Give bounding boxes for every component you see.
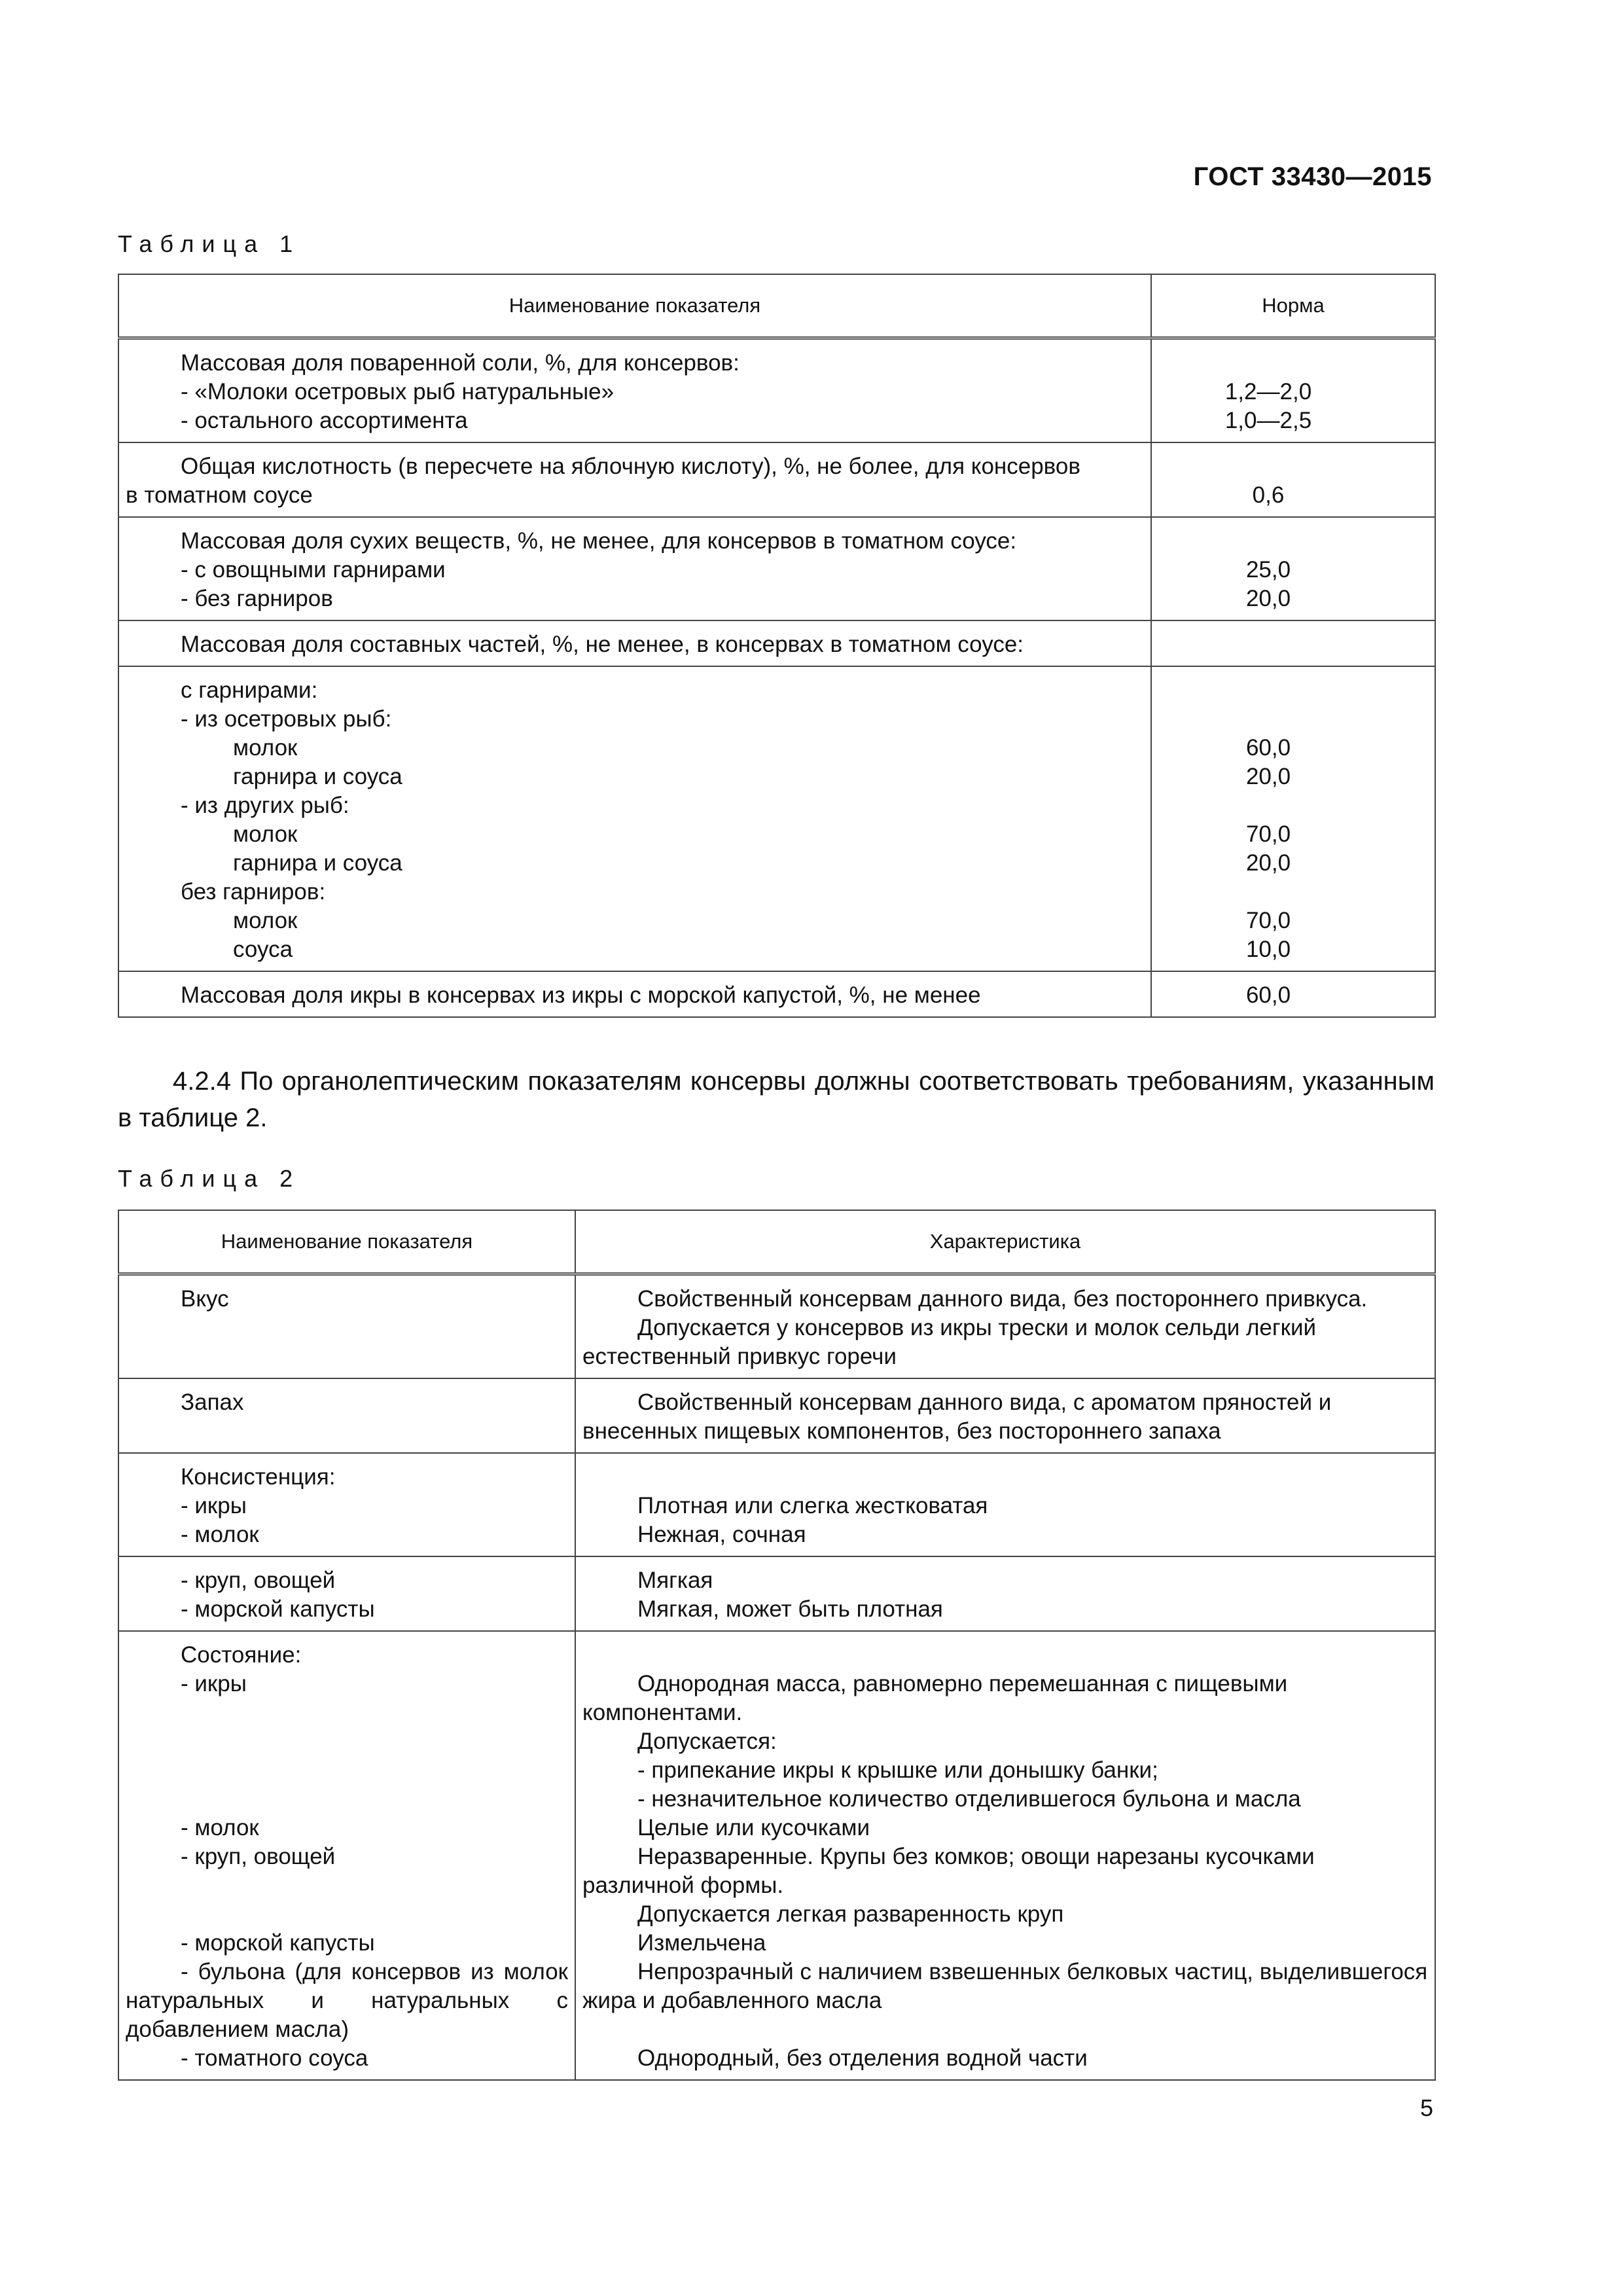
row-name-line: - остального ассортимента	[181, 408, 468, 433]
row-name-line: Общая кислотность (в пересчете на яблочную кислоту), %, не более, для консервов	[181, 454, 1080, 479]
table1-caption: Таблица 1	[118, 230, 301, 257]
row-char-line: Измельчена	[637, 1930, 766, 1956]
table1	[118, 274, 1436, 1018]
norm-value	[1152, 878, 1385, 906]
row-name-line: - круп, овощей	[181, 1844, 336, 1869]
norm-value	[1152, 349, 1385, 378]
row-char-line: Плотная или слегка жестковатая	[637, 1493, 988, 1518]
row-name-line: - молок	[181, 1522, 259, 1547]
row-name-line: - из других рыб:	[181, 793, 349, 818]
norm-value: 1,2—2,0	[1224, 379, 1312, 404]
row-name-line: - без гарниров	[181, 586, 333, 611]
norm-value: 20,0	[1245, 764, 1291, 789]
row-name-line: гарнира и соуса	[233, 850, 402, 876]
norm-value	[1152, 791, 1385, 820]
norm-value	[1152, 452, 1385, 481]
row-name-line: Массовая доля икры в консервах из икры с морской капустой, %, не менее	[181, 982, 981, 1008]
row-name-line: Вкус	[181, 1286, 229, 1312]
table-row	[118, 338, 1435, 443]
row-name-line: без гарниров:	[181, 879, 326, 905]
row-name-line: в томатном соусе	[126, 482, 313, 508]
row-name-line: Массовая доля поваренной соли, %, для консервов:	[181, 350, 740, 376]
row-char-line	[582, 1463, 1428, 1492]
row-name-line: - икры	[181, 1493, 247, 1518]
row-name-line: - морской капусты	[181, 1930, 375, 1956]
row-name-line: молок	[233, 735, 298, 761]
table-row	[118, 666, 1435, 971]
table1-header-norm: Норма	[1151, 274, 1435, 338]
row-name-line: - икры	[181, 1671, 247, 1696]
row-char-line: Мягкая	[637, 1568, 713, 1593]
row-name-line: соуса	[233, 937, 293, 962]
row-char-line: Допускается легкая разваренность круп	[637, 1901, 1064, 1927]
norm-value	[1152, 630, 1385, 659]
row-char-line: Целые или кусочками	[637, 1815, 870, 1840]
table2-header-name: Наименование показателя	[118, 1210, 575, 1274]
document-code: ГОСТ 33430—2015	[1193, 162, 1432, 191]
norm-value	[1152, 676, 1385, 705]
row-char-line: Однородная масса, равномерно перемешанная с пищевыми компонентами.	[582, 1671, 1294, 1725]
row-char-line: Допускается:	[637, 1729, 777, 1754]
row-char-line: Однородный, без отделения водной части	[637, 2045, 1088, 2071]
row-char-line: Мягкая, может быть плотная	[637, 1596, 943, 1622]
row-char-line: Неразваренные. Крупы без комков; овощи нарезаны кусочками различной формы.	[582, 1844, 1321, 1898]
norm-value: 20,0	[1245, 850, 1291, 876]
row-name-line: Массовая доля сухих веществ, %, не менее, для консервов в томатном соусе:	[181, 528, 1017, 554]
table-row	[118, 1556, 1435, 1631]
table-row	[118, 620, 1435, 666]
row-name-line: - молок	[181, 1815, 259, 1840]
row-name-line: молок	[233, 821, 298, 847]
row-char-line: - незначительное количество отделившегося бульона и масла	[637, 1786, 1301, 1812]
table-row	[118, 1378, 1435, 1453]
row-char-line: - припекание икры к крышке или донышку банки;	[637, 1757, 1158, 1783]
table-row	[118, 1453, 1435, 1556]
row-name-line: - томатного соуса	[181, 2045, 368, 2071]
paragraph-4-2-4: 4.2.4 По органолептическим показателям консервы должны соответствовать требованиям, указанным в таблице 2.	[118, 1067, 1435, 1132]
row-name-line: молок	[233, 908, 298, 933]
table2-caption: Таблица 2	[118, 1165, 301, 1192]
row-char-line: Нежная, сочная	[637, 1522, 806, 1547]
row-char-line: Непрозрачный с наличием взвешенных белковых частиц, выделившегося жира и добавленного масла	[582, 1959, 1434, 2013]
norm-value: 1,0—2,5	[1224, 408, 1312, 433]
row-name-line: Состояние:	[181, 1642, 302, 1668]
table-row	[118, 971, 1435, 1017]
row-name-line: - «Молоки осетровых рыб натуральные»	[181, 379, 615, 404]
row-name-line: с гарнирами:	[181, 677, 318, 703]
table-row	[118, 517, 1435, 620]
norm-value: 60,0	[1245, 735, 1291, 761]
table-row	[118, 1631, 1435, 2080]
norm-value: 70,0	[1245, 821, 1291, 847]
row-name-line: гарнира и соуса	[233, 764, 402, 789]
norm-value: 60,0	[1245, 982, 1291, 1008]
row-char-line: Свойственный консервам данного вида, без постороннего привкуса.	[637, 1286, 1368, 1312]
row-char-line: Свойственный консервам данного вида, с ароматом пряностей и внесенных пищевых компонентов, без постороннего запаха	[582, 1390, 1338, 1444]
table2	[118, 1210, 1436, 2081]
row-name-line: Консистенция:	[181, 1464, 336, 1490]
table1-header-name: Наименование показателя	[118, 274, 1151, 338]
table2-header-char: Характеристика	[575, 1210, 1435, 1274]
row-name-line: - бульона (для консервов из молок натуральных и натуральных с добавлением масла)	[126, 1959, 575, 2042]
norm-value	[1152, 705, 1385, 734]
row-name-line: - из осетровых рыб:	[181, 706, 392, 732]
norm-value: 0,6	[1252, 482, 1285, 508]
table-row	[118, 1274, 1435, 1379]
norm-value: 25,0	[1245, 557, 1291, 583]
row-name-line: - с овощными гарнирами	[181, 557, 446, 583]
row-char-line: Допускается у консервов из икры трески и молок сельди легкий естественный привкус горечи	[582, 1315, 1323, 1369]
row-name-line: - морской капусты	[181, 1596, 375, 1622]
row-name-line: - круп, овощей	[181, 1568, 336, 1593]
norm-value: 70,0	[1245, 908, 1291, 933]
table-row	[118, 442, 1435, 517]
page-number: 5	[1419, 2094, 1433, 2121]
row-name-line: Массовая доля составных частей, %, не менее, в консервах в томатном соусе:	[181, 632, 1024, 657]
norm-value: 10,0	[1245, 937, 1291, 962]
norm-value: 20,0	[1245, 586, 1291, 611]
norm-value	[1152, 527, 1385, 556]
row-name-line: Запах	[181, 1390, 244, 1415]
